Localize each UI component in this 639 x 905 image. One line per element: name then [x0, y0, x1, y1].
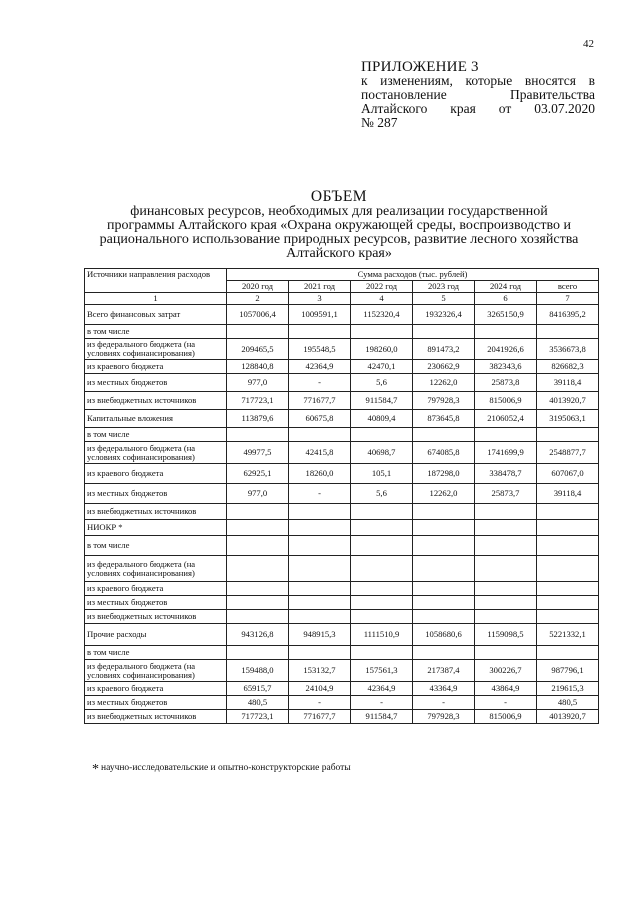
table-cell: 717723,1 — [227, 392, 289, 410]
table-cell: - — [289, 374, 351, 392]
table-cell: 1111510,9 — [351, 624, 413, 646]
table-row — [85, 624, 599, 646]
table-cell — [227, 536, 289, 556]
table-cell: 891473,2 — [413, 339, 475, 360]
table-cell: 1009591,1 — [289, 305, 351, 325]
table-cell: 911584,7 — [351, 392, 413, 410]
table-cell — [227, 646, 289, 660]
table-row — [85, 556, 599, 582]
year-header: 2024 год — [475, 281, 537, 293]
table-row — [85, 374, 599, 392]
table-cell: 1057006,4 — [227, 305, 289, 325]
table-cell: 948915,3 — [289, 624, 351, 646]
table-cell — [537, 428, 599, 442]
table-cell: 62925,1 — [227, 464, 289, 484]
table-cell — [413, 556, 475, 582]
table-row — [85, 442, 599, 464]
row-label: из местных бюджетов — [85, 596, 227, 610]
row-label: в том числе — [85, 428, 227, 442]
budget-table-body — [85, 305, 599, 724]
table-row — [85, 305, 599, 325]
table-cell: 480,5 — [537, 696, 599, 710]
year-header: 2021 год — [289, 281, 351, 293]
table-cell: 25873,8 — [475, 374, 537, 392]
table-cell — [475, 596, 537, 610]
table-cell: 1058680,6 — [413, 624, 475, 646]
row-label: в том числе — [85, 325, 227, 339]
table-cell — [351, 428, 413, 442]
row-label: из федерального бюджета (на условиях софинансирования) — [85, 339, 227, 360]
table-cell — [537, 520, 599, 536]
table-cell — [475, 582, 537, 596]
row-label: из внебюджетных источников — [85, 504, 227, 520]
table-cell: - — [289, 696, 351, 710]
row-label: Всего финансовых затрат — [85, 305, 227, 325]
table-cell: 1741699,9 — [475, 442, 537, 464]
appendix-block — [361, 60, 595, 130]
table-cell — [227, 596, 289, 610]
table-cell: 39118,4 — [537, 374, 599, 392]
column-number: 4 — [351, 293, 413, 305]
table-cell: 198260,0 — [351, 339, 413, 360]
table-cell: 2041926,6 — [475, 339, 537, 360]
table-cell — [351, 325, 413, 339]
table-cell — [413, 325, 475, 339]
table-cell: 39118,4 — [537, 484, 599, 504]
column-number: 7 — [537, 293, 599, 305]
column-number: 1 — [85, 293, 227, 305]
table-row — [85, 464, 599, 484]
appendix-line: постановление Правительства — [361, 87, 595, 102]
table-cell: 815006,9 — [475, 392, 537, 410]
table-cell: 25873,7 — [475, 484, 537, 504]
appendix-line: к изменениям, которые вносятся в — [361, 73, 595, 88]
row-label: из краевого бюджета — [85, 582, 227, 596]
row-label: из федерального бюджета (на условиях софинансирования) — [85, 660, 227, 682]
budget-table — [84, 268, 599, 724]
table-cell — [537, 596, 599, 610]
table-cell — [475, 536, 537, 556]
table-cell: 797928,3 — [413, 392, 475, 410]
table-cell: 113879,6 — [227, 410, 289, 428]
table-cell: 717723,1 — [227, 710, 289, 724]
table-row — [85, 596, 599, 610]
table-cell — [413, 646, 475, 660]
table-cell: 771677,7 — [289, 392, 351, 410]
table-cell: 42470,1 — [351, 360, 413, 374]
table-cell — [413, 582, 475, 596]
appendix-title: ПРИЛОЖЕНИЕ 3 — [361, 59, 479, 75]
table-cell: 219615,3 — [537, 682, 599, 696]
footnote — [92, 762, 351, 778]
table-cell: 3536673,8 — [537, 339, 599, 360]
table-cell — [413, 596, 475, 610]
row-label: из внебюджетных источников — [85, 610, 227, 624]
table-cell — [289, 646, 351, 660]
table-cell: 338478,7 — [475, 464, 537, 484]
table-cell — [289, 536, 351, 556]
table-cell: 18260,0 — [289, 464, 351, 484]
row-label: НИОКР * — [85, 520, 227, 536]
table-cell: 12262,0 — [413, 374, 475, 392]
heading-line: программы Алтайского края «Охрана окружающей среды, воспроизводство и — [106, 218, 572, 233]
table-cell — [537, 582, 599, 596]
year-header: всего — [537, 281, 599, 293]
row-label: из внебюджетных источников — [85, 710, 227, 724]
row-label: из местных бюджетов — [85, 484, 227, 504]
table-cell: 42364,9 — [351, 682, 413, 696]
table-cell — [227, 610, 289, 624]
table-cell — [537, 325, 599, 339]
table-cell: 42364,9 — [289, 360, 351, 374]
table-cell: 157561,3 — [351, 660, 413, 682]
table-cell: 42415,8 — [289, 442, 351, 464]
appendix-line: Алтайского края от 03.07.2020 — [361, 101, 595, 116]
table-cell: 43364,9 — [413, 682, 475, 696]
table-cell: 209465,5 — [227, 339, 289, 360]
table-cell — [227, 428, 289, 442]
table-cell — [413, 536, 475, 556]
row-label: из местных бюджетов — [85, 696, 227, 710]
table-cell — [289, 596, 351, 610]
table-cell — [227, 520, 289, 536]
table-cell — [351, 610, 413, 624]
table-cell — [289, 504, 351, 520]
table-cell — [537, 536, 599, 556]
table-cell: - — [413, 696, 475, 710]
table-row — [85, 582, 599, 596]
table-cell: 607067,0 — [537, 464, 599, 484]
table-row — [85, 484, 599, 504]
table-cell — [289, 610, 351, 624]
table-cell — [537, 610, 599, 624]
table-cell — [475, 504, 537, 520]
table-row — [85, 520, 599, 536]
row-label: Прочие расходы — [85, 624, 227, 646]
table-cell: - — [475, 696, 537, 710]
footnote-text: научно-исследовательские и опытно-конструкторские работы — [101, 763, 351, 773]
table-cell — [475, 325, 537, 339]
table-cell: 24104,9 — [289, 682, 351, 696]
table-cell — [227, 504, 289, 520]
table-cell: 5221332,1 — [537, 624, 599, 646]
table-row — [85, 536, 599, 556]
table-cell: 187298,0 — [413, 464, 475, 484]
row-label: из местных бюджетов — [85, 374, 227, 392]
table-row — [85, 428, 599, 442]
table-cell: 797928,3 — [413, 710, 475, 724]
table-cell: 40698,7 — [351, 442, 413, 464]
table-cell — [351, 520, 413, 536]
table-cell — [351, 596, 413, 610]
table-row — [85, 410, 599, 428]
heading-line: Алтайского края» — [286, 246, 392, 261]
table-cell — [289, 325, 351, 339]
footnote-star: * — [92, 762, 99, 777]
sum-header: Сумма расходов (тыс. рублей) — [227, 269, 599, 281]
table-cell: 40809,4 — [351, 410, 413, 428]
table-cell — [351, 536, 413, 556]
table-row — [85, 710, 599, 724]
table-cell: 5,6 — [351, 374, 413, 392]
table-cell — [537, 504, 599, 520]
table-cell — [537, 646, 599, 660]
table-cell: 977,0 — [227, 484, 289, 504]
table-cell: 826682,3 — [537, 360, 599, 374]
appendix-line: № 287 — [361, 115, 398, 130]
row-label: из краевого бюджета — [85, 360, 227, 374]
table-row — [85, 392, 599, 410]
table-cell: 2548877,7 — [537, 442, 599, 464]
table-cell: 2106052,4 — [475, 410, 537, 428]
table-cell: 1152320,4 — [351, 305, 413, 325]
table-row — [85, 325, 599, 339]
table-cell — [227, 556, 289, 582]
table-cell: 3265150,9 — [475, 305, 537, 325]
row-label: из краевого бюджета — [85, 682, 227, 696]
row-label: в том числе — [85, 646, 227, 660]
row-label: из краевого бюджета — [85, 464, 227, 484]
table-cell — [289, 556, 351, 582]
heading-line: финансовых ресурсов, необходимых для реализации государственной — [130, 204, 548, 219]
table-row — [85, 646, 599, 660]
table-cell: 49977,5 — [227, 442, 289, 464]
table-cell — [475, 520, 537, 536]
table-row — [85, 360, 599, 374]
table-cell: 771677,7 — [289, 710, 351, 724]
table-cell: 815006,9 — [475, 710, 537, 724]
table-cell: 153132,7 — [289, 660, 351, 682]
heading-title: ОБЪЕМ — [310, 188, 368, 205]
table-cell — [413, 428, 475, 442]
table-cell — [289, 520, 351, 536]
table-cell — [289, 582, 351, 596]
source-header: Источники направления расходов — [85, 269, 227, 293]
table-cell: 195548,5 — [289, 339, 351, 360]
table-cell: 480,5 — [227, 696, 289, 710]
table-cell — [289, 428, 351, 442]
row-label: в том числе — [85, 536, 227, 556]
table-cell — [351, 646, 413, 660]
table-cell — [475, 428, 537, 442]
table-cell: 987796,1 — [537, 660, 599, 682]
heading-line: рационального использование природных ресурсов, развитие лесного хозяйства — [99, 232, 579, 247]
table-row — [85, 504, 599, 520]
table-cell: 674085,8 — [413, 442, 475, 464]
table-cell — [475, 646, 537, 660]
table-cell: 230662,9 — [413, 360, 475, 374]
table-cell — [475, 556, 537, 582]
table-cell: 382343,6 — [475, 360, 537, 374]
column-number: 5 — [413, 293, 475, 305]
table-cell — [475, 610, 537, 624]
table-cell: 4013920,7 — [537, 710, 599, 724]
table-cell — [351, 582, 413, 596]
row-label: из внебюджетных источников — [85, 392, 227, 410]
table-cell: 65915,7 — [227, 682, 289, 696]
table-cell — [537, 556, 599, 582]
table-cell: 43864,9 — [475, 682, 537, 696]
column-number: 3 — [289, 293, 351, 305]
table-row — [85, 339, 599, 360]
year-header: 2023 год — [413, 281, 475, 293]
table-cell: 1159098,5 — [475, 624, 537, 646]
table-row — [85, 696, 599, 710]
table-row — [85, 682, 599, 696]
table-cell: 1932326,4 — [413, 305, 475, 325]
table-cell: 105,1 — [351, 464, 413, 484]
table-cell — [227, 325, 289, 339]
page-number: 42 — [583, 38, 594, 50]
table-cell: 943126,8 — [227, 624, 289, 646]
table-cell: 159488,0 — [227, 660, 289, 682]
column-number: 2 — [227, 293, 289, 305]
table-cell: 3195063,1 — [537, 410, 599, 428]
table-cell: 5,6 — [351, 484, 413, 504]
table-cell: 8416395,2 — [537, 305, 599, 325]
table-row — [85, 610, 599, 624]
table-cell: 873645,8 — [413, 410, 475, 428]
table-cell — [351, 504, 413, 520]
table-cell: 911584,7 — [351, 710, 413, 724]
table-cell: 300226,7 — [475, 660, 537, 682]
table-cell: 128840,8 — [227, 360, 289, 374]
row-label: из федерального бюджета (на условиях софинансирования) — [85, 442, 227, 464]
table-cell — [351, 556, 413, 582]
table-cell: - — [351, 696, 413, 710]
table-cell — [413, 504, 475, 520]
table-cell — [413, 610, 475, 624]
table-cell: 217387,4 — [413, 660, 475, 682]
table-cell: 60675,8 — [289, 410, 351, 428]
table-row — [85, 660, 599, 682]
column-number: 6 — [475, 293, 537, 305]
year-header: 2020 год — [227, 281, 289, 293]
table-cell — [227, 582, 289, 596]
year-header: 2022 год — [351, 281, 413, 293]
row-label: Капитальные вложения — [85, 410, 227, 428]
table-cell: 12262,0 — [413, 484, 475, 504]
table-cell: 4013920,7 — [537, 392, 599, 410]
table-cell: - — [289, 484, 351, 504]
row-label: из федерального бюджета (на условиях софинансирования) — [85, 556, 227, 582]
document-heading — [84, 190, 594, 261]
table-cell: 977,0 — [227, 374, 289, 392]
table-cell — [413, 520, 475, 536]
